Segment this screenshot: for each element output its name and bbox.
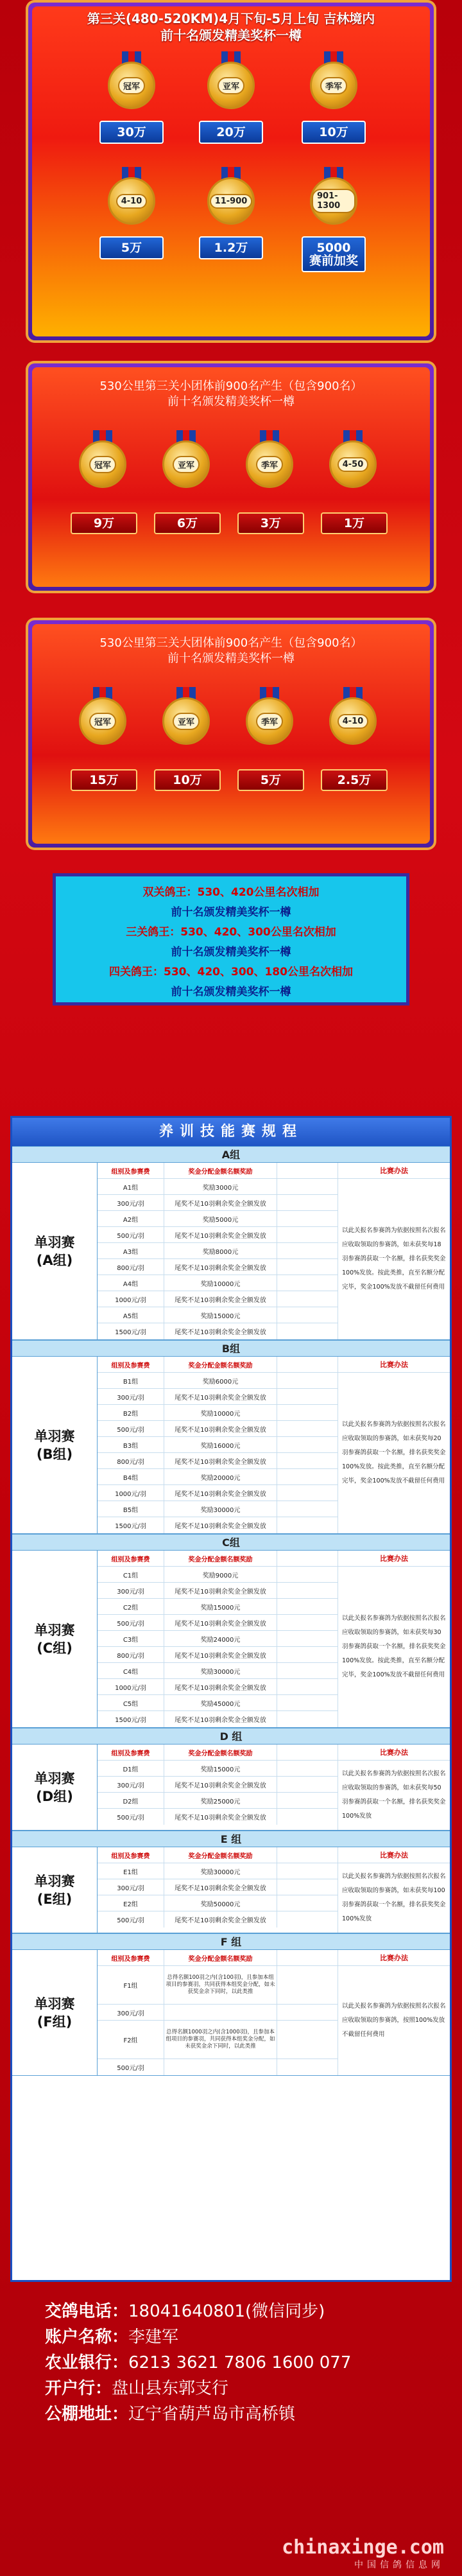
- highlight-line: [56, 943, 406, 962]
- group-title: C组: [12, 1534, 450, 1551]
- row-group-fee: C1组: [98, 1567, 164, 1582]
- contact-key: 开户行：: [45, 2379, 112, 2398]
- table-row: [98, 1777, 338, 1793]
- row-group-fee: 300元/羽: [98, 1879, 164, 1895]
- row-group-fee: 1000元/羽: [98, 1291, 164, 1307]
- col-join-header: 组别及参赛费: [98, 1357, 164, 1372]
- table-row: [98, 1761, 338, 1777]
- row-group-fee: A3组: [98, 1243, 164, 1258]
- medal-disk: [108, 177, 155, 225]
- group-block: [12, 1950, 450, 2076]
- table-header-row: [98, 1163, 338, 1179]
- row-group-fee: 300元/羽: [98, 1195, 164, 1210]
- prize-amount: 20万: [199, 121, 263, 144]
- highlight-text: 530、420、300公里名次相加: [180, 926, 336, 939]
- row-group-fee: C4组: [98, 1663, 164, 1678]
- group-rows: [98, 1357, 338, 1533]
- group-rule: [338, 1847, 450, 1933]
- medal-icon: [74, 687, 132, 749]
- row-group-fee: 300元/羽: [98, 1777, 164, 1792]
- row-group-fee: A1组: [98, 1179, 164, 1194]
- table-row: [98, 1647, 338, 1663]
- medal-icon: [157, 687, 215, 749]
- contact-value: 辽宁省葫芦岛市高桥镇: [128, 2405, 296, 2424]
- row-group-fee: 800元/羽: [98, 1453, 164, 1468]
- table-row: [98, 1243, 338, 1259]
- row-group-fee: 800元/羽: [98, 1259, 164, 1275]
- col-rule-header: 比赛办法: [338, 1357, 450, 1373]
- row-prize: [164, 2005, 277, 2020]
- prize-amount: 5000 赛前加奖: [302, 236, 366, 272]
- row-prize: [164, 2059, 277, 2075]
- row-prize: 尾奖不足10羽剩余奖金全额发放: [164, 1453, 277, 1468]
- group-label: 单羽赛 (D组): [12, 1745, 98, 1830]
- rule-text: 以此关报名参赛鸽为依据按照名次报名应收取领取的参赛鸽，如未获奖每50羽参赛鸽获取一个名额，排名获奖奖金100%发放: [342, 1770, 446, 1820]
- col-join-header: 组别及参赛费: [98, 1163, 164, 1178]
- row-prize: 尾奖不足10羽剩余奖金全额发放: [164, 1615, 277, 1630]
- medal-label: 冠军: [118, 77, 145, 94]
- row-prize: 总得名额100羽之内(含100羽)，且参加本组项目的参赛羽，共同获得本组奖金分配，如未获奖金余下同时，以此类推: [164, 1966, 277, 2004]
- row-group-fee: 300元/羽: [98, 1389, 164, 1404]
- prize-amount: 1万: [321, 512, 388, 534]
- panel-title: 530公里第三关大团体前900名产生（包含900名）: [99, 636, 363, 650]
- contact-line: [45, 2376, 351, 2401]
- highlight-line: [56, 883, 406, 903]
- rule-text: 以此关报名参赛鸽为依据按照名次报名应收取领取的参赛鸽，如未获奖每100羽参赛鸽获取一个名额，排名获奖奖金100%发放: [342, 1873, 446, 1922]
- row-group-fee: C2组: [98, 1599, 164, 1614]
- row-group-fee: 300元/羽: [98, 2005, 164, 2020]
- group-rows: [98, 1163, 338, 1339]
- highlight-text: 530、420公里名次相加: [197, 886, 320, 899]
- table-row: [98, 1809, 338, 1825]
- contact-key: 交鸽电话：: [45, 2302, 129, 2321]
- table-row: [98, 1517, 338, 1533]
- row-prize: 奖励10000元: [164, 1275, 277, 1291]
- prize-amount: 3万: [237, 512, 304, 534]
- col-join-header: 组别及参赛费: [98, 1847, 164, 1863]
- group-block: [12, 1551, 450, 1728]
- row-prize: 奖励25000元: [164, 1793, 277, 1808]
- rule-text: 以此关报名参赛鸽为依据按照名次报名应收取领取的参赛鸽，如未获奖每18羽参赛鸽获取一个名额，排名获奖奖金100%发放。按此类推，直至名额分配完毕，奖金100%发放不截留任何费用: [342, 1227, 446, 1291]
- medal-icon: [241, 687, 298, 749]
- col-join-header: 组别及参赛费: [98, 1745, 164, 1760]
- medal-label: 901-1300: [312, 189, 355, 213]
- row-prize: 奖励15000元: [164, 1307, 277, 1323]
- row-prize: 奖励5000元: [164, 1211, 277, 1226]
- contact-value: 李建军: [128, 2328, 179, 2347]
- row-group-fee: 500元/羽: [98, 1421, 164, 1436]
- medal-icon: [103, 51, 160, 113]
- row-prize: 奖励15000元: [164, 1761, 277, 1776]
- medal-icon: [157, 430, 215, 492]
- row-group-fee: F1组: [98, 1966, 164, 2004]
- col-join-header: 组别及参赛费: [98, 1551, 164, 1566]
- row-prize: 尾奖不足10羽剩余奖金全额发放: [164, 1583, 277, 1598]
- table-row: [98, 1211, 338, 1227]
- row-group-fee: E2组: [98, 1895, 164, 1911]
- highlight-title: 三关鸽王：: [126, 926, 181, 939]
- row-group-fee: B5组: [98, 1501, 164, 1517]
- panel-title: 第三关(480-520KM)4月下旬-5月上旬 吉林境内: [87, 11, 375, 26]
- row-group-fee: D1组: [98, 1761, 164, 1776]
- table-row: [98, 1195, 338, 1211]
- table-row: [98, 1389, 338, 1405]
- highlight-text: 前十名颁发精美奖杯一樽: [171, 986, 291, 998]
- table-row: [98, 1615, 338, 1631]
- medal-label: 季军: [320, 77, 347, 94]
- row-group-fee: C3组: [98, 1631, 164, 1646]
- row-group-fee: 800元/羽: [98, 1647, 164, 1662]
- col-prize-header: 奖金分配金额名额奖励: [164, 1745, 277, 1760]
- highlight-line: [56, 962, 406, 982]
- row-prize: 奖励30000元: [164, 1863, 277, 1879]
- table-row: [98, 1793, 338, 1809]
- contact-value: 18041640801(微信同步): [128, 2302, 325, 2321]
- row-group-fee: 1000元/羽: [98, 1485, 164, 1501]
- row-group-fee: B2组: [98, 1405, 164, 1420]
- group-title: B组: [12, 1340, 450, 1357]
- row-prize: 奖励8000元: [164, 1243, 277, 1258]
- table-row: [98, 1227, 338, 1243]
- medal-disk: [329, 697, 377, 745]
- table-row: [98, 1911, 338, 1928]
- contact-line: [45, 2299, 351, 2324]
- group-rows: [98, 1950, 338, 2075]
- table-row: [98, 1291, 338, 1307]
- medal-icon: [305, 167, 363, 229]
- table-row: [98, 1711, 338, 1727]
- row-prize: 尾奖不足10羽剩余奖金全额发放: [164, 1291, 277, 1307]
- row-prize: 尾奖不足10羽剩余奖金全额发放: [164, 1259, 277, 1275]
- row-group-fee: 1500元/羽: [98, 1711, 164, 1727]
- table-row: [98, 1179, 338, 1195]
- medal-disk: [79, 440, 126, 488]
- table-row: [98, 1863, 338, 1879]
- prize-amount: 1.2万: [199, 236, 263, 259]
- table-row: [98, 1485, 338, 1501]
- row-prize: 奖励50000元: [164, 1895, 277, 1911]
- table-title: 养训技能赛规程: [12, 1118, 450, 1146]
- group-title: A组: [12, 1146, 450, 1163]
- group-title: F 组: [12, 1933, 450, 1950]
- row-prize: 奖励24000元: [164, 1631, 277, 1646]
- row-group-fee: E1组: [98, 1863, 164, 1879]
- medal-label: 亚军: [218, 77, 244, 94]
- contact-line: [45, 2350, 351, 2376]
- medal-icon: [324, 430, 382, 492]
- row-prize: 尾奖不足10羽剩余奖金全额发放: [164, 1323, 277, 1339]
- prize-amount: 10万: [154, 769, 221, 791]
- table-row: [98, 1663, 338, 1679]
- table-row: [98, 1501, 338, 1517]
- rules-table: [10, 1116, 452, 2282]
- medal-icon: [74, 430, 132, 492]
- row-group-fee: D2组: [98, 1793, 164, 1808]
- table-header-row: [98, 1745, 338, 1761]
- medal-label: 亚军: [173, 456, 200, 473]
- group-rows: [98, 1551, 338, 1727]
- contact-key: 公棚地址：: [45, 2405, 129, 2424]
- row-group-fee: A2组: [98, 1211, 164, 1226]
- table-row: [98, 1583, 338, 1599]
- medal-disk: [108, 62, 155, 109]
- table-header-row: [98, 1551, 338, 1567]
- medal-disk: [310, 177, 357, 225]
- group-title: D 组: [12, 1728, 450, 1745]
- row-group-fee: A4组: [98, 1275, 164, 1291]
- group-rule: [338, 1950, 450, 2075]
- prize-amount: 5万: [237, 769, 304, 791]
- row-prize: 奖励6000元: [164, 1373, 277, 1388]
- panel-title: 530公里第三关小团体前900名产生（包含900名）: [99, 379, 363, 393]
- row-group-fee: 300元/羽: [98, 1583, 164, 1598]
- row-group-fee: 500元/羽: [98, 2059, 164, 2075]
- row-group-fee: B1组: [98, 1373, 164, 1388]
- table-row: [98, 1895, 338, 1911]
- row-prize: 奖励30000元: [164, 1663, 277, 1678]
- medal-disk: [79, 697, 126, 745]
- group-block: [12, 1357, 450, 1534]
- table-row: [98, 2005, 338, 2021]
- table-row: [98, 1437, 338, 1453]
- row-prize: 奖励20000元: [164, 1469, 277, 1484]
- table-row: [98, 2021, 338, 2059]
- group-rule: [338, 1745, 450, 1830]
- table-header-row: [98, 1847, 338, 1863]
- table-row: [98, 1275, 338, 1291]
- contact-key: 农业银行：: [45, 2353, 129, 2372]
- watermark: chinaxinge.com: [282, 2536, 444, 2559]
- table-header-row: [98, 1950, 338, 1966]
- row-prize: 总得名额1000羽之内(含1000羽)，且参加本组项目的参赛羽，共同获得本组奖金分配，如未获奖金余下同时，以此类推: [164, 2021, 277, 2058]
- row-prize: 尾奖不足10羽剩余奖金全额发放: [164, 1777, 277, 1792]
- table-row: [98, 1599, 338, 1615]
- table-row: [98, 1679, 338, 1695]
- medal-disk: [162, 440, 210, 488]
- table-row: [98, 1469, 338, 1485]
- medal-label: 11-900: [210, 194, 253, 209]
- col-rule-header: 比赛办法: [338, 1745, 450, 1761]
- medal-disk: [246, 697, 293, 745]
- row-group-fee: 1500元/羽: [98, 1517, 164, 1533]
- row-prize: 奖励9000元: [164, 1567, 277, 1582]
- medal-disk: [246, 440, 293, 488]
- highlight-title: 四关鸽王：: [109, 966, 164, 979]
- prize-panel-big-team: [26, 618, 436, 850]
- row-group-fee: F2组: [98, 2021, 164, 2058]
- row-group-fee: 500元/羽: [98, 1809, 164, 1825]
- row-prize: 尾奖不足10羽剩余奖金全额发放: [164, 1227, 277, 1242]
- medal-label: 冠军: [89, 456, 116, 473]
- contact-key: 账户名称：: [45, 2328, 129, 2347]
- medal-label: 冠军: [89, 713, 116, 730]
- prize-panel-stage3: [26, 0, 436, 343]
- row-prize: 奖励10000元: [164, 1405, 277, 1420]
- row-prize: 尾奖不足10羽剩余奖金全额发放: [164, 1809, 277, 1825]
- col-rule-header: 比赛办法: [338, 1163, 450, 1179]
- medal-disk: [207, 177, 255, 225]
- medal-label: 4-10: [338, 714, 369, 729]
- medal-disk: [329, 440, 377, 488]
- group-rule: [338, 1357, 450, 1533]
- table-row: [98, 1966, 338, 2005]
- contact-value: 盘山县东郭支行: [112, 2379, 229, 2398]
- medal-icon: [324, 687, 382, 749]
- medal-icon: [202, 51, 260, 113]
- row-prize: 尾奖不足10羽剩余奖金全额发放: [164, 1421, 277, 1436]
- row-prize: 奖励15000元: [164, 1599, 277, 1614]
- contact-line: [45, 2324, 351, 2350]
- row-group-fee: B3组: [98, 1437, 164, 1452]
- medal-label: 亚军: [173, 713, 200, 730]
- prize-amount: 9万: [71, 512, 137, 534]
- row-prize: 尾奖不足10羽剩余奖金全额发放: [164, 1879, 277, 1895]
- medal-label: 4-10: [116, 194, 148, 209]
- pigeon-king-awards: [53, 873, 409, 1005]
- table-row: [98, 1373, 338, 1389]
- prize-amount: 5万: [99, 236, 164, 259]
- row-group-fee: 500元/羽: [98, 1615, 164, 1630]
- medal-icon: [103, 167, 160, 229]
- row-group-fee: 1500元/羽: [98, 1323, 164, 1339]
- table-row: [98, 1567, 338, 1583]
- table-row: [98, 1323, 338, 1339]
- row-group-fee: A5组: [98, 1307, 164, 1323]
- prize-amount: 15万: [71, 769, 137, 791]
- prize-panel-small-team: [26, 361, 436, 593]
- medal-label: 4-50: [338, 457, 369, 472]
- col-rule-header: 比赛办法: [338, 1950, 450, 1966]
- group-rows: [98, 1847, 338, 1933]
- row-prize: 尾奖不足10羽剩余奖金全额发放: [164, 1485, 277, 1501]
- table-row: [98, 1259, 338, 1275]
- col-prize-header: 奖金分配金额名额奖励: [164, 1847, 277, 1863]
- rule-text: 以此关报名参赛鸽为依据按照名次报名应收取领取的参赛鸽，如未获奖每30羽参赛鸽获取一个名额，排名获奖奖金100%发放。按此类推，直至名额分配完毕，奖金100%发放不截留任何费用: [342, 1615, 446, 1678]
- row-group-fee: B4组: [98, 1469, 164, 1484]
- row-prize: 尾奖不足10羽剩余奖金全额发放: [164, 1679, 277, 1694]
- medal-icon: [202, 167, 260, 229]
- medal-icon: [241, 430, 298, 492]
- row-prize: 尾奖不足10羽剩余奖金全额发放: [164, 1711, 277, 1727]
- highlight-text: 前十名颁发精美奖杯一樽: [171, 946, 291, 959]
- highlight-line: [56, 923, 406, 943]
- row-group-fee: 1000元/羽: [98, 1679, 164, 1694]
- highlight-line: [56, 903, 406, 923]
- table-row: [98, 2059, 338, 2075]
- medal-icon: [305, 51, 363, 113]
- col-rule-header: 比赛办法: [338, 1551, 450, 1567]
- medal-disk: [207, 62, 255, 109]
- highlight-text: 530、420、300、180公里名次相加: [164, 966, 353, 979]
- prize-amount: 10万: [302, 121, 366, 144]
- table-row: [98, 1307, 338, 1323]
- table-row: [98, 1421, 338, 1437]
- col-prize-header: 奖金分配金额名额奖励: [164, 1357, 277, 1372]
- col-prize-header: 奖金分配金额名额奖励: [164, 1551, 277, 1566]
- group-rows: [98, 1745, 338, 1830]
- row-prize: 尾奖不足10羽剩余奖金全额发放: [164, 1195, 277, 1210]
- row-prize: 奖励3000元: [164, 1179, 277, 1194]
- contact-info: [45, 2299, 351, 2427]
- row-group-fee: 500元/羽: [98, 1227, 164, 1242]
- row-prize: 尾奖不足10羽剩余奖金全额发放: [164, 1517, 277, 1533]
- contact-line: [45, 2401, 351, 2427]
- group-block: [12, 1847, 450, 1933]
- row-prize: 奖励16000元: [164, 1437, 277, 1452]
- table-header-row: [98, 1357, 338, 1373]
- group-block: [12, 1745, 450, 1831]
- group-label: 单羽赛 (F组): [12, 1950, 98, 2075]
- table-row: [98, 1695, 338, 1711]
- highlight-text: 前十名颁发精美奖杯一樽: [171, 906, 291, 919]
- col-rule-header: 比赛办法: [338, 1847, 450, 1863]
- medal-label: 季军: [256, 456, 283, 473]
- table-row: [98, 1879, 338, 1895]
- table-row: [98, 1631, 338, 1647]
- contact-value: 6213 3621 7806 1600 077: [128, 2353, 352, 2372]
- group-label: 单羽赛 (B组): [12, 1357, 98, 1533]
- col-join-header: 组别及参赛费: [98, 1950, 164, 1965]
- group-title: E 组: [12, 1831, 450, 1847]
- rule-text: 以此关报名参赛鸽为依据按照名次报名应收取领取的参赛鸽，按照100%发放不截留任何费用: [342, 2003, 446, 2038]
- row-group-fee: 500元/羽: [98, 1911, 164, 1928]
- panel-subtitle: 前十名颁发精美奖杯一樽: [167, 652, 295, 665]
- prize-amount: 2.5万: [321, 769, 388, 791]
- panel-subtitle: 前十名颁发精美奖杯一樽: [167, 395, 295, 408]
- table-row: [98, 1405, 338, 1421]
- group-block: [12, 1163, 450, 1340]
- group-rule: [338, 1163, 450, 1339]
- group-label: 单羽赛 (A组): [12, 1163, 98, 1339]
- col-prize-header: 奖金分配金额名额奖励: [164, 1950, 277, 1965]
- group-rule: [338, 1551, 450, 1727]
- highlight-line: [56, 982, 406, 1002]
- group-label: 单羽赛 (C组): [12, 1551, 98, 1727]
- watermark-sub: 中国信鸽信息网: [354, 2560, 444, 2570]
- medal-disk: [310, 62, 357, 109]
- row-group-fee: C5组: [98, 1695, 164, 1710]
- rule-text: 以此关报名参赛鸽为依据按照名次报名应收取领取的参赛鸽，如未获奖每20羽参赛鸽获取一个名额，排名获奖奖金100%发放。按此类推，直至名额分配完毕，奖金100%发放不截留任何费用: [342, 1421, 446, 1484]
- group-label: 单羽赛 (E组): [12, 1847, 98, 1933]
- row-prize: 尾奖不足10羽剩余奖金全额发放: [164, 1389, 277, 1404]
- table-row: [98, 1453, 338, 1469]
- medal-disk: [162, 697, 210, 745]
- row-prize: 奖励45000元: [164, 1695, 277, 1710]
- prize-amount: 6万: [154, 512, 221, 534]
- col-prize-header: 奖金分配金额名额奖励: [164, 1163, 277, 1178]
- highlight-title: 双关鸽王：: [142, 886, 198, 899]
- row-prize: 尾奖不足10羽剩余奖金全额发放: [164, 1647, 277, 1662]
- medal-label: 季军: [256, 713, 283, 730]
- row-prize: 奖励30000元: [164, 1501, 277, 1517]
- row-prize: 尾奖不足10羽剩余奖金全额发放: [164, 1911, 277, 1928]
- panel-subtitle: 前十名颁发精美奖杯一樽: [160, 28, 302, 43]
- prize-amount: 30万: [99, 121, 164, 144]
